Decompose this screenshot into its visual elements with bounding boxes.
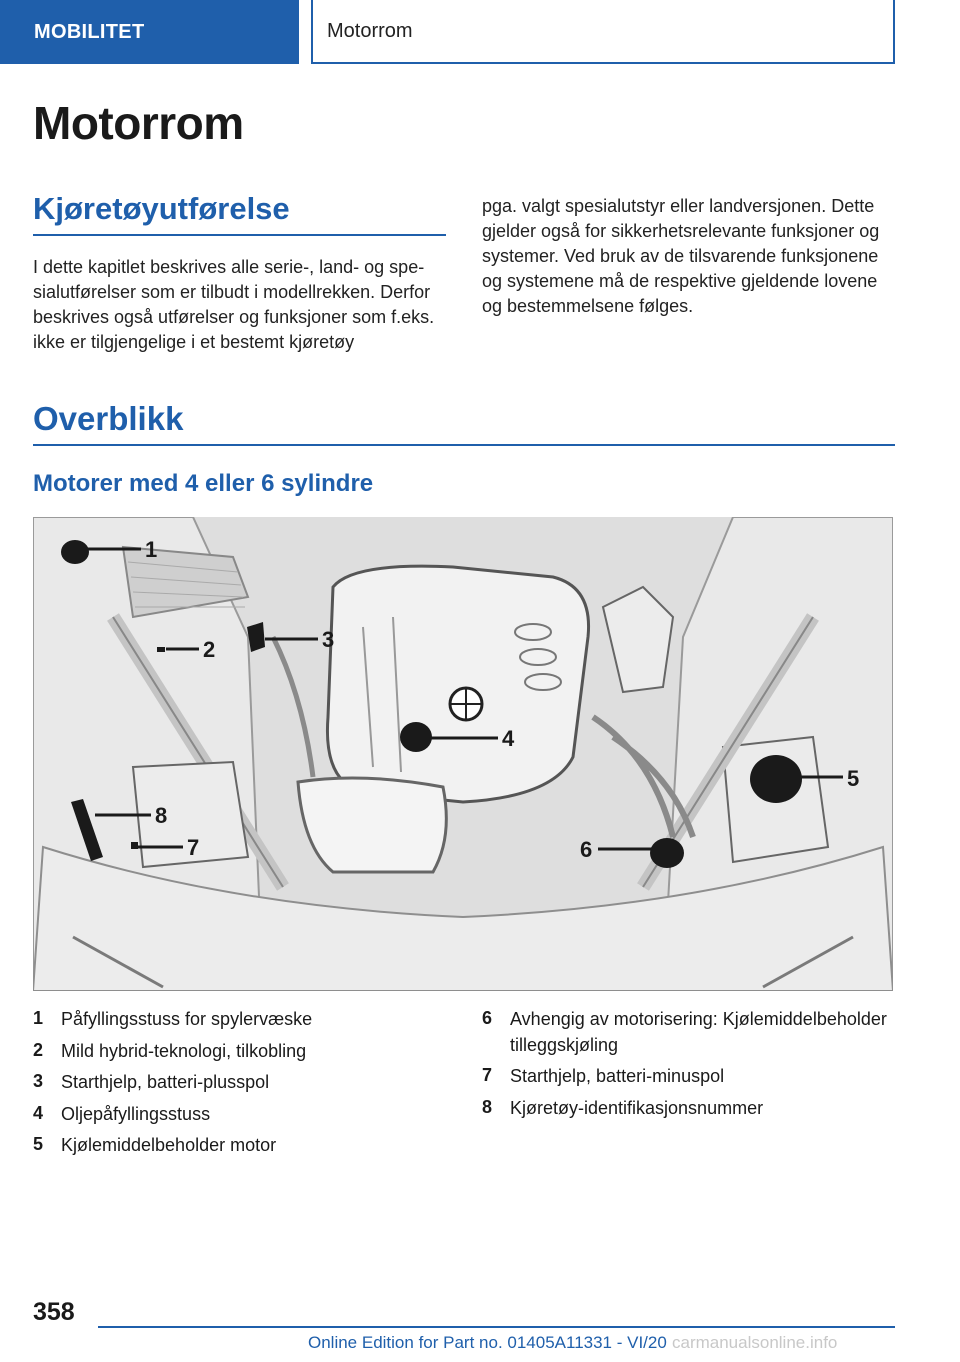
legend-text: Kjølemiddelbeholder motor <box>61 1135 277 1155</box>
legend-number: 2 <box>33 1039 44 1060</box>
legend-number: 5 <box>33 1134 44 1154</box>
legend-number: 4 <box>33 1102 44 1123</box>
callout-4: 4 <box>502 726 515 751</box>
callout-8: 8 <box>155 803 168 828</box>
legend-item <box>482 1003 894 1060</box>
legend-number: 7 <box>482 1065 493 1085</box>
callout-6: 6 <box>580 837 593 862</box>
callout-7: 7 <box>187 835 200 860</box>
intro-paragraph-left: I dette kapitlet beskrives alle serie-, land- og spesialutførelser som er tilbudt i modellrekken. Derfor beskrives også utførelser og funksjoner som f.eks. ikke er tilgjengelige i et bestemt kjøretøy <box>33 257 435 352</box>
watermark: carmanualsonline.info <box>672 1333 838 1352</box>
page-title: Motorrom <box>33 97 244 149</box>
footer-divider <box>98 1326 895 1328</box>
overview-heading: Overblikk <box>33 400 895 446</box>
callout-1: 1 <box>145 537 158 562</box>
page-number: 358 <box>33 1298 75 1326</box>
legend-number: 8 <box>482 1096 493 1117</box>
callout-5: 5 <box>847 766 860 791</box>
page-topic-box <box>311 0 895 64</box>
legend-text: Påfyllingsstuss for spylervæske <box>61 1009 313 1029</box>
legend-item <box>482 1060 894 1092</box>
legend-text: Oljepåfyllingsstuss <box>61 1103 211 1124</box>
legend-number: 6 <box>482 1008 493 1028</box>
legend-text: Starthjelp, batteri-plusspol <box>61 1072 270 1092</box>
legend-item <box>482 1092 894 1124</box>
legend-text: Mild hybrid-teknologi, tilkobling <box>61 1040 307 1061</box>
legend-text: Starthjelp, batteri-minuspol <box>510 1066 725 1086</box>
legend-number: 1 <box>33 1008 44 1028</box>
engine-bay-illustration <box>33 517 893 991</box>
intro-paragraph-right: pga. valgt spesialutstyr eller landversjonen. Dette gjelder også for sikkerhetsrelevante funksjoner og systemer. Ved bruk av de tilsvarende funksjonene og systemene må de respektive gjeldende lovene og bestemmelsene følges. <box>482 196 880 316</box>
callout-3: 3 <box>322 627 335 652</box>
chapter-label: MOBILITET <box>34 20 145 43</box>
legend-item <box>33 1035 448 1067</box>
chapter-tab <box>0 0 299 64</box>
callout-2: 2 <box>203 637 216 662</box>
legend-text: Kjøretøy-identifikasjonsnummer <box>510 1097 764 1118</box>
vehicle-version-heading: Kjøretøyutførelse <box>33 191 446 236</box>
page-topic-label: Motorrom <box>327 19 413 42</box>
legend-item <box>33 1098 448 1130</box>
edition-note: Online Edition for Part no. 01405A11331 - VI/20 <box>308 1333 667 1352</box>
legend-list-right <box>482 1003 894 1123</box>
legend-item <box>33 1003 448 1035</box>
legend-item <box>33 1129 448 1161</box>
engine-subheading: Motorer med 4 eller 6 sylindre <box>33 470 374 497</box>
legend-list-left <box>33 1003 448 1161</box>
legend-number: 3 <box>33 1071 44 1091</box>
legend-item <box>33 1066 448 1098</box>
legend-text: Avhengig av motorisering: Kjølemiddelbeholder tilleggskjøling <box>510 1009 887 1055</box>
